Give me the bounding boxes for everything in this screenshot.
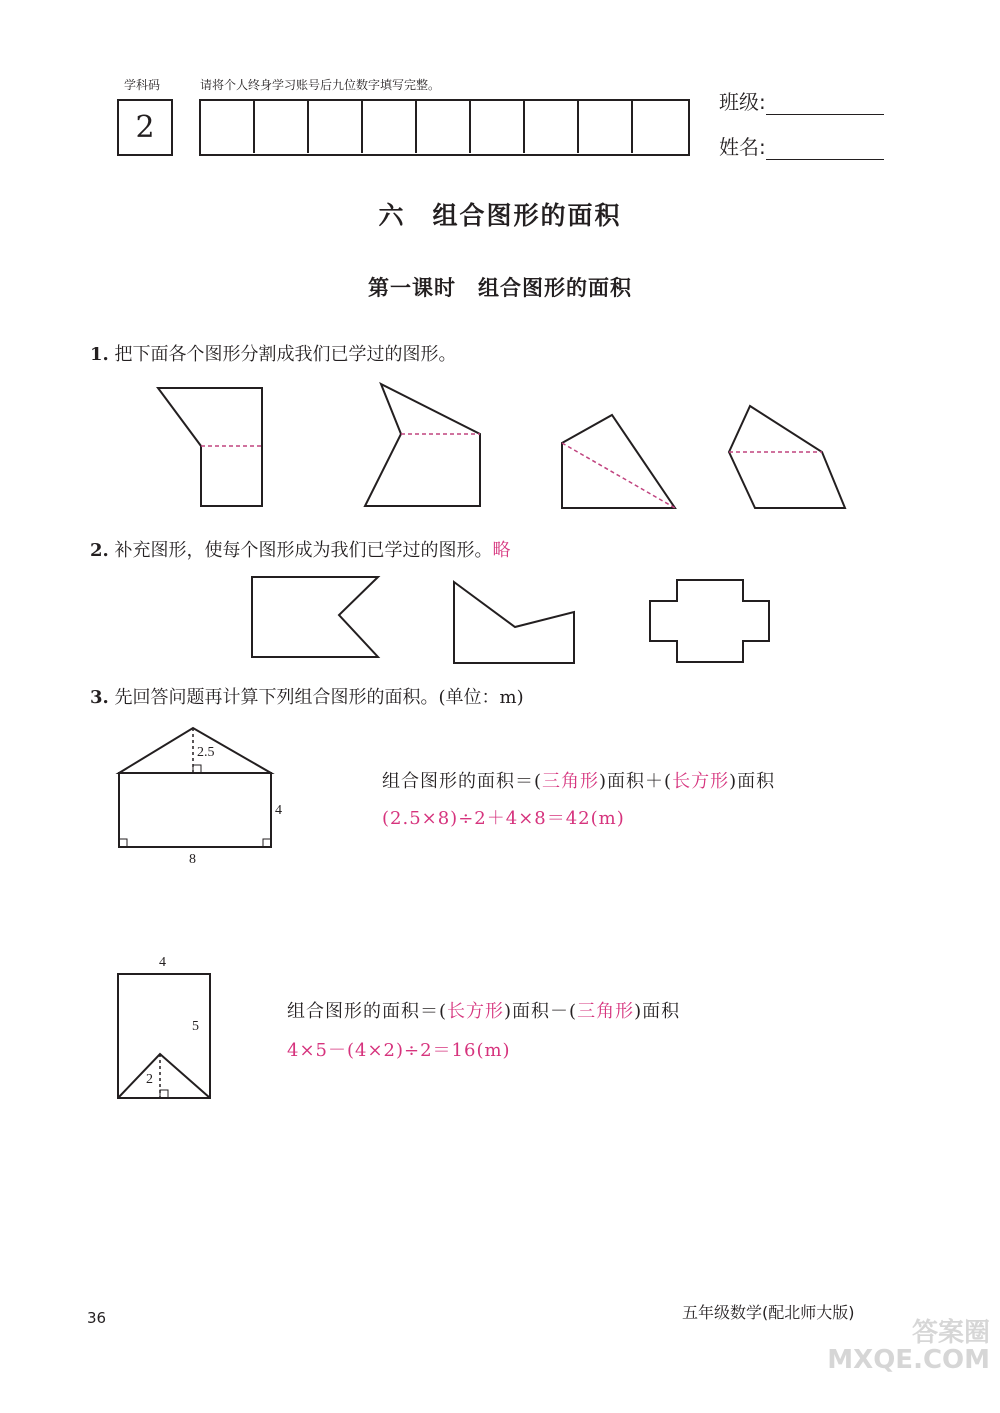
subject-code-value: 2 (135, 110, 155, 145)
q3a-formula-suffix: )面积 (729, 771, 776, 792)
q3a-triangle (119, 728, 271, 773)
question-1 (90, 340, 457, 366)
account-instruction: 请将个人终身学习账号后九位数字填写完整。 (200, 78, 441, 92)
question-1-figures (0, 370, 1000, 520)
question-2-text: 补充图形，使每个图形成为我们已学过的图形。 (114, 540, 493, 561)
q3b-formula (287, 997, 680, 1023)
q3b-rectangle (118, 974, 210, 1098)
account-digit-row[interactable] (199, 99, 690, 156)
q3a-calculation: (2.5×8)÷2＋4×8＝42(m) (382, 808, 625, 829)
q3a-blank-1: 三角形 (542, 771, 600, 792)
q3a-right-angle-mark (193, 765, 201, 773)
q3a-formula-prefix: 组合图形的面积＝( (382, 771, 543, 792)
q3a-label-side: 4 (275, 803, 282, 818)
account-digit-box[interactable] (417, 101, 471, 153)
name-label: 姓名: (719, 135, 766, 159)
account-digit-box[interactable] (633, 101, 687, 153)
q3a-label-bottom: 8 (189, 852, 196, 867)
q2-figure-2 (454, 582, 574, 663)
q3b-calculation: 4×5－(4×2)÷2＝16(m) (287, 1040, 511, 1061)
question-3-number: 3. (90, 687, 109, 708)
account-digit-box[interactable] (201, 101, 255, 153)
q3a-blank-2: 长方形 (672, 771, 730, 792)
class-label: 班级: (719, 90, 766, 114)
question-1-number: 1. (90, 344, 109, 365)
account-digit-box[interactable] (255, 101, 309, 153)
q1-figure-4 (729, 406, 845, 508)
q3a-right-angle-mark (263, 839, 271, 847)
q3b-formula-suffix: )面积 (634, 1001, 681, 1022)
q3-figure-b (100, 965, 230, 1105)
q3a-formula (382, 767, 775, 793)
question-1-text: 把下面各个图形分割成我们已学过的图形。 (114, 344, 457, 365)
q3b-label-triangle-height: 2 (146, 1072, 153, 1087)
q1-divider-3 (562, 443, 675, 508)
q3b-formula-mid: )面积－( (504, 1001, 578, 1022)
account-digit-box[interactable] (579, 101, 633, 153)
q1-figure-3 (562, 415, 675, 508)
chapter-title: 六 组合图形的面积 (378, 201, 622, 230)
q1-figure-2 (365, 384, 480, 506)
q3a-label-height: 2.5 (197, 745, 215, 760)
subject-code-box (117, 99, 173, 156)
name-field (719, 131, 884, 160)
account-digit-box[interactable] (363, 101, 417, 153)
subject-code-label: 学科码 (124, 78, 161, 92)
question-3-text: 先回答问题再计算下列组合图形的面积。(单位：m) (114, 687, 524, 708)
account-digit-box[interactable] (471, 101, 525, 153)
q1-figure-1 (158, 388, 262, 506)
question-3 (90, 683, 524, 709)
question-2-answer: 略 (492, 540, 511, 561)
book-title: 五年级数学(配北师大版) (682, 1303, 855, 1322)
q3-figure-a (100, 718, 320, 878)
q3b-triangle (118, 1054, 210, 1098)
q3b-label-top: 4 (159, 955, 166, 970)
name-input-line[interactable] (766, 135, 884, 160)
q3a-formula-mid: )面积＋( (599, 771, 673, 792)
question-2-figures (0, 565, 1000, 675)
q3b-label-side: 5 (192, 1019, 199, 1034)
class-field (719, 86, 884, 115)
account-digit-box[interactable] (525, 101, 579, 153)
class-input-line[interactable] (766, 90, 884, 115)
lesson-title: 第一课时 组合图形的面积 (368, 275, 632, 300)
q3b-right-angle-mark (160, 1090, 168, 1098)
question-2-number: 2. (90, 540, 109, 561)
account-digit-box[interactable] (309, 101, 363, 153)
watermark-logo: 答案圈 MXQE.COM (827, 1318, 990, 1376)
q3a-right-angle-mark (119, 839, 127, 847)
q3b-blank-1: 长方形 (447, 1001, 505, 1022)
page-number: 36 (87, 1309, 107, 1327)
q3b-formula-prefix: 组合图形的面积＝( (287, 1001, 448, 1022)
q3b-blank-2: 三角形 (577, 1001, 635, 1022)
q2-figure-1 (252, 577, 378, 657)
q2-figure-3 (650, 580, 769, 662)
q3a-rectangle (119, 773, 271, 847)
question-2 (90, 536, 511, 562)
